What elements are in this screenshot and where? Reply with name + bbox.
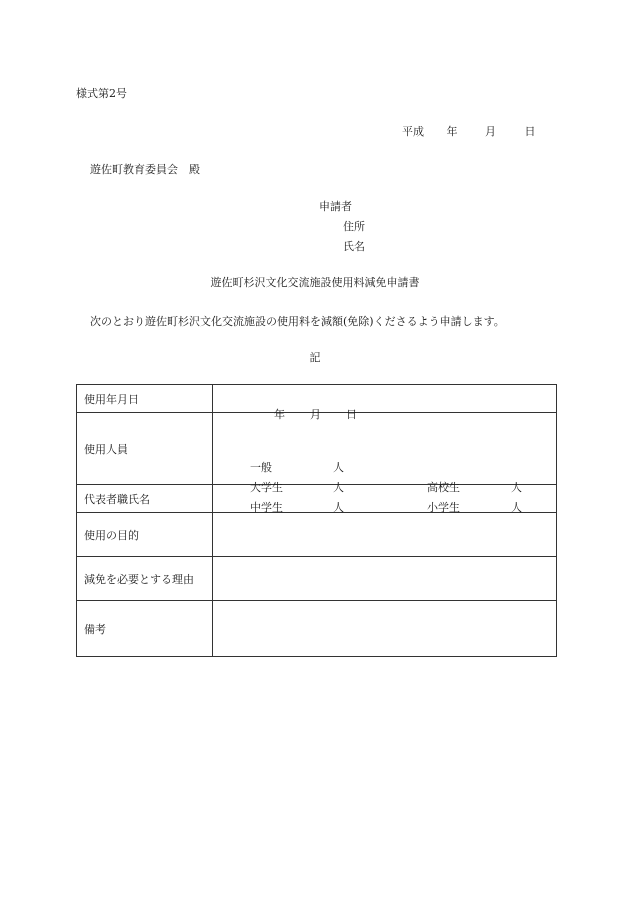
university-unit: 人 — [333, 480, 344, 494]
usage-year: 年 — [274, 407, 285, 421]
row-purpose — [77, 513, 557, 557]
form-number: 様式第2号 — [76, 87, 127, 100]
elementary-label: 小学生 — [427, 500, 460, 514]
usage-month: 月 — [310, 407, 321, 421]
applicant-address-label: 住所 — [343, 220, 365, 233]
usage-day: 日 — [346, 407, 357, 421]
applicant-label: 申請者 — [319, 200, 352, 213]
remarks-field[interactable] — [213, 601, 557, 657]
reason-field[interactable] — [213, 557, 557, 601]
general-unit: 人 — [333, 460, 344, 474]
users-field[interactable] — [213, 413, 557, 514]
document-title: 遊佐町杉沢文化交流施設使用料減免申請書 — [210, 276, 420, 289]
elementary-unit: 人 — [511, 500, 522, 514]
application-date — [402, 123, 536, 139]
general-label: 一般 — [250, 460, 272, 474]
university-label: 大学生 — [250, 480, 283, 494]
row-representative — [77, 485, 557, 513]
highschool-unit: 人 — [511, 480, 522, 494]
request-text: 次のとおり遊佐町杉沢文化交流施設の使用料を減額(免除)くださるよう申請します。 — [90, 315, 505, 328]
highschool-label: 高校生 — [427, 480, 460, 494]
date-day: 日 — [524, 125, 536, 138]
addressee: 遊佐町教育委員会 殿 — [90, 163, 200, 176]
reason-label: 減免を必要とする理由 — [77, 557, 213, 601]
usage-date-field[interactable] — [213, 385, 557, 421]
date-era: 平成 — [402, 125, 424, 138]
row-remarks — [77, 601, 557, 657]
purpose-label: 使用の目的 — [77, 513, 213, 557]
row-reason — [77, 557, 557, 601]
juniorhigh-unit: 人 — [333, 500, 344, 514]
applicant-name-label: 氏名 — [343, 240, 365, 253]
purpose-field[interactable] — [213, 513, 557, 557]
usage-date-label: 使用年月日 — [77, 385, 213, 413]
date-month: 月 — [485, 125, 496, 138]
representative-label: 代表者職氏名 — [77, 485, 213, 513]
application-table — [76, 384, 557, 657]
ki-heading: 記 — [309, 351, 321, 364]
row-users — [77, 413, 557, 485]
date-year: 年 — [446, 125, 458, 138]
remarks-label: 備考 — [77, 601, 213, 657]
users-label: 使用人員 — [77, 413, 213, 485]
row-usage-date — [77, 385, 557, 413]
juniorhigh-label: 中学生 — [250, 500, 283, 514]
